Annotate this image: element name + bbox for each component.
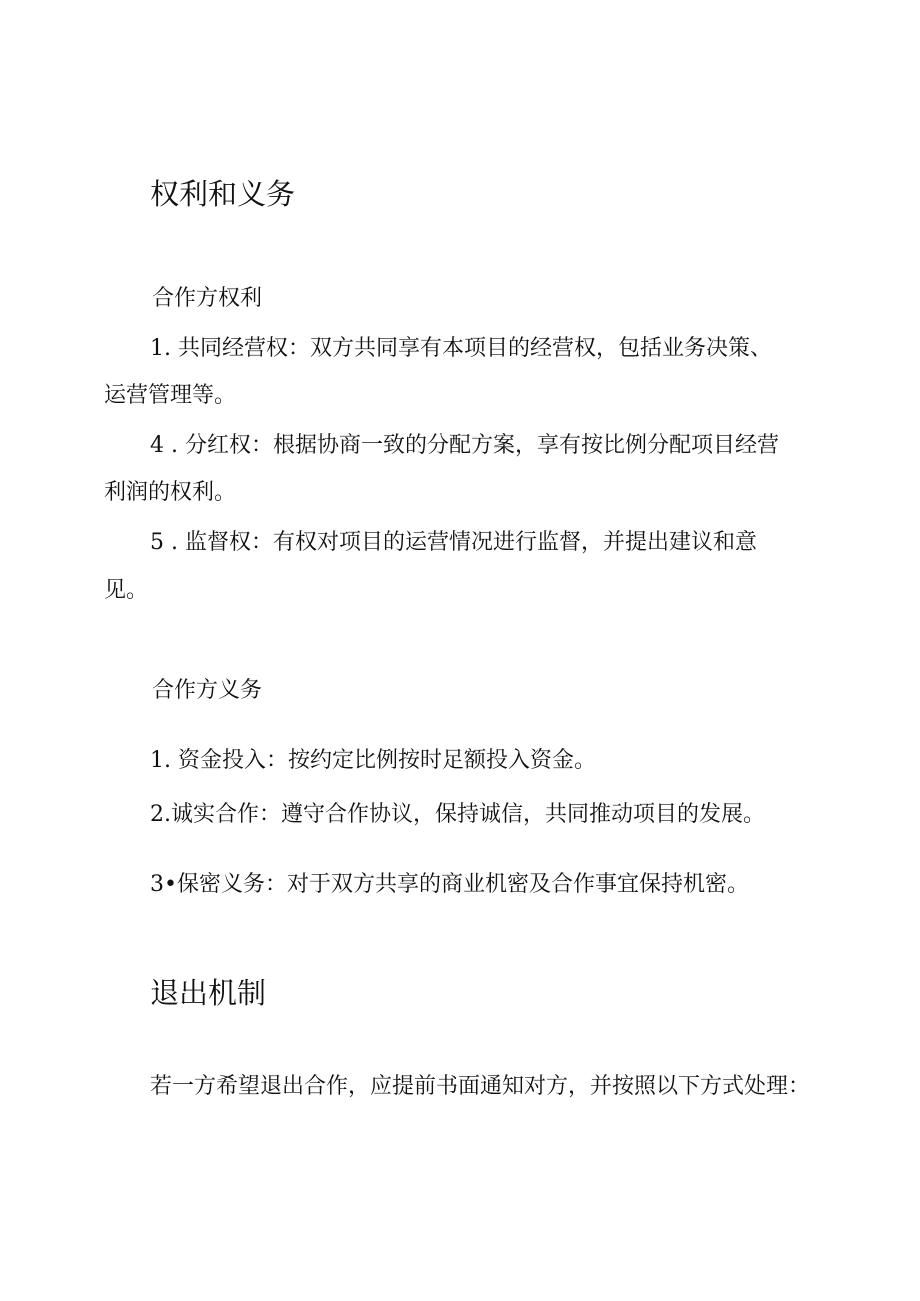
rights-item-2-line1: 4 . 分红权：根据协商一致的分配方案，享有按比例分配项目经营 <box>150 433 779 458</box>
obligations-item-1: 1. 资金投入：按约定比例按时足额投入资金。 <box>150 748 596 773</box>
section-heading-rights-obligations: 权利和义务 <box>150 177 296 211</box>
subheading-partner-obligations: 合作方义务 <box>152 678 263 703</box>
exit-paragraph: 若一方希望退出合作，应提前书面通知对方，并按照以下方式处理： <box>150 1074 811 1099</box>
rights-item-3-line2: 见。 <box>104 578 149 603</box>
rights-item-1-line2: 运营管理等。 <box>104 383 237 408</box>
rights-item-2-line2: 利润的权利。 <box>104 480 237 505</box>
rights-item-1-line1: 1. 共同经营权：双方共同享有本项目的经营权，包括业务决策、 <box>150 336 772 361</box>
subheading-partner-rights: 合作方权利 <box>152 286 263 311</box>
obligations-item-2: 2.诚实合作：遵守合作协议，保持诚信，共同推动项目的发展。 <box>150 802 765 827</box>
obligations-item-3: 3•保密义务：对于双方共享的商业机密及合作事宜保持机密。 <box>150 872 749 897</box>
rights-item-3-line1: 5 . 监督权：有权对项目的运营情况进行监督，并提出建议和意 <box>150 530 757 555</box>
section-heading-exit-mechanism: 退出机制 <box>150 976 267 1010</box>
